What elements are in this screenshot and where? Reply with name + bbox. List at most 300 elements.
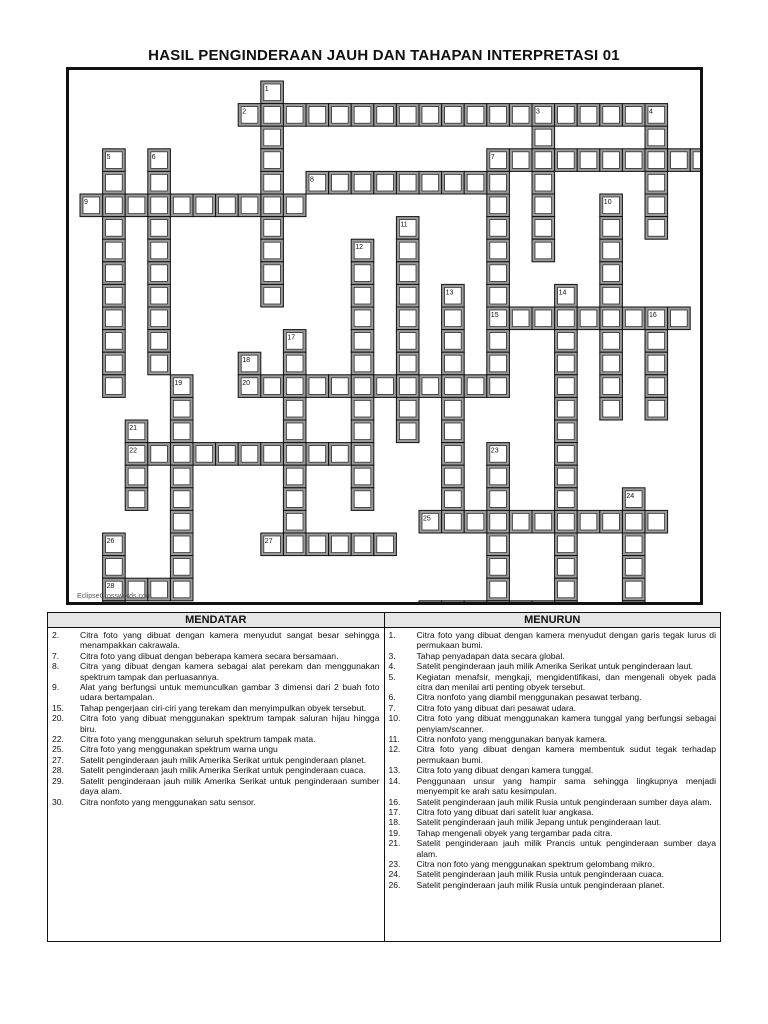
clues-down-list bbox=[385, 628, 721, 890]
grid-cell-inner bbox=[467, 513, 484, 530]
grid-cell-inner bbox=[558, 468, 575, 485]
grid-cell-inner bbox=[354, 333, 371, 350]
grid-cell-inner bbox=[558, 400, 575, 417]
grid-cell-inner bbox=[467, 107, 484, 124]
grid-cell-inner bbox=[151, 174, 168, 191]
clue-item bbox=[385, 838, 721, 859]
grid-cell-inner bbox=[445, 446, 462, 463]
grid-cell-inner bbox=[264, 242, 281, 259]
clue-item bbox=[385, 765, 721, 775]
grid-cell-inner bbox=[106, 287, 123, 304]
grid-cell-inner bbox=[241, 197, 258, 214]
clue-item bbox=[385, 630, 721, 651]
clue-item bbox=[385, 869, 721, 879]
grid-number: 16 bbox=[649, 312, 657, 319]
grid-cell-inner bbox=[332, 107, 349, 124]
grid-number: 9 bbox=[84, 199, 88, 206]
grid-cell-inner bbox=[377, 107, 394, 124]
grid-cell-inner bbox=[151, 446, 168, 463]
clue-number: 27. bbox=[52, 754, 64, 765]
grid-cell-inner bbox=[558, 559, 575, 576]
grid-cell-inner bbox=[354, 287, 371, 304]
clue-number: 10. bbox=[388, 713, 401, 724]
grid-cell-inner bbox=[445, 355, 462, 372]
grid-cell-inner bbox=[128, 491, 145, 508]
grid-cell-inner bbox=[309, 107, 326, 124]
grid-cell-inner bbox=[490, 174, 507, 191]
grid-cell-inner bbox=[151, 310, 168, 327]
clue-item bbox=[385, 713, 721, 734]
grid-cell-inner bbox=[173, 400, 190, 417]
grid-cell-inner bbox=[490, 107, 507, 124]
grid-cell-inner bbox=[603, 513, 620, 530]
grid-cell-inner bbox=[648, 152, 665, 169]
clue-number: 23. bbox=[388, 858, 401, 869]
grid-cell-inner bbox=[354, 446, 371, 463]
grid-cell-inner bbox=[264, 129, 281, 146]
grid-cell-inner bbox=[286, 107, 303, 124]
grid-cell-inner bbox=[648, 378, 665, 395]
clue-text: Satelit penginderaan jauh milik Rusia untuk penginderaan cuaca. bbox=[416, 869, 664, 880]
grid-cell-inner bbox=[399, 287, 416, 304]
grid-cell-inner bbox=[354, 423, 371, 440]
clue-number: 3. bbox=[388, 650, 396, 661]
grid-cell-inner bbox=[490, 513, 507, 530]
grid-cell-inner bbox=[264, 378, 281, 395]
grid-cell-inner bbox=[445, 423, 462, 440]
clue-number: 2. bbox=[52, 630, 60, 640]
grid-cell-inner bbox=[286, 536, 303, 553]
clue-text: Citra foto yang dibuat dari satelit luar angkasa. bbox=[416, 806, 594, 817]
clue-text: Citra nonfoto yang diambil menggunakan pesawat terbang. bbox=[416, 692, 642, 703]
grid-cell-inner bbox=[625, 310, 642, 327]
grid-cell-inner bbox=[535, 129, 552, 146]
grid-cell-inner bbox=[377, 174, 394, 191]
clue-number: 29. bbox=[52, 775, 64, 786]
grid-number: 24 bbox=[626, 492, 635, 500]
clue-text: Penggunaan unsur yang hampir sama sehingga lingkupnya menjadi menyempit ke arah satu kesimpulan. bbox=[416, 775, 716, 797]
clue-item bbox=[385, 734, 721, 744]
grid-cell-inner bbox=[580, 152, 597, 169]
clue-number: 25. bbox=[52, 744, 64, 755]
clue-number: 9. bbox=[52, 682, 60, 693]
grid-cell-inner bbox=[445, 310, 462, 327]
grid-cell-inner bbox=[603, 287, 620, 304]
clue-item bbox=[385, 880, 721, 890]
clue-number: 20. bbox=[52, 713, 64, 724]
grid-cell-inner bbox=[106, 310, 123, 327]
grid-cell-inner bbox=[151, 287, 168, 304]
grid-cell-inner bbox=[332, 378, 349, 395]
grid-cell-inner bbox=[558, 581, 575, 598]
grid-cell-inner bbox=[286, 513, 303, 530]
grid-cell-inner bbox=[445, 491, 462, 508]
grid-cell-inner bbox=[354, 491, 371, 508]
grid-cell-inner bbox=[603, 310, 620, 327]
grid-cell-inner bbox=[490, 265, 507, 282]
grid-number: 3 bbox=[536, 108, 540, 116]
grid-cell-inner bbox=[580, 107, 597, 124]
clue-item bbox=[48, 651, 384, 661]
clue-item bbox=[385, 807, 721, 817]
clue-text: Citra foto yang dibuat menggunakan kamera tunggal yang berfungsi sebagai penyiam/scanner. bbox=[416, 713, 716, 734]
grid-cell-inner bbox=[490, 242, 507, 259]
clue-number: 6. bbox=[388, 692, 396, 703]
clue-text: Citra non foto yang menggunakan spektrum gelombang mikro. bbox=[416, 858, 655, 869]
grid-cell-inner bbox=[558, 310, 575, 327]
grid-cell-inner bbox=[535, 242, 552, 259]
clue-text: Tahap pengerjaan ciri-ciri yang terekam dan menyimpulkan obyek tersebut. bbox=[80, 702, 367, 713]
grid-cell-inner bbox=[264, 265, 281, 282]
clue-text: Tahap mengenali obyek yang tergambar pada citra. bbox=[416, 827, 613, 838]
grid-cell-inner bbox=[309, 536, 326, 553]
grid-cell-inner bbox=[354, 265, 371, 282]
clue-item bbox=[48, 703, 384, 713]
grid-cell-inner bbox=[535, 174, 552, 191]
clue-item bbox=[385, 828, 721, 838]
grid-cell[interactable] bbox=[622, 601, 645, 602]
grid-cell-inner bbox=[490, 355, 507, 372]
grid-cell-inner bbox=[603, 107, 620, 124]
grid-cell[interactable] bbox=[103, 601, 126, 602]
grid-cell[interactable] bbox=[442, 601, 465, 602]
clue-item bbox=[48, 797, 384, 807]
grid-cell-inner bbox=[286, 423, 303, 440]
grid-cell-inner bbox=[445, 513, 462, 530]
grid-cell-inner bbox=[648, 197, 665, 214]
grid-cell-inner bbox=[151, 355, 168, 372]
clue-number: 1. bbox=[388, 630, 396, 640]
grid-cell-inner bbox=[332, 536, 349, 553]
grid-cell-inner bbox=[264, 197, 281, 214]
grid-cell-inner bbox=[241, 446, 258, 463]
grid-cell-inner bbox=[490, 220, 507, 237]
grid-cell-inner bbox=[106, 242, 123, 259]
grid-cell-inner bbox=[264, 446, 281, 463]
grid-cell-inner bbox=[445, 174, 462, 191]
grid-cell-inner bbox=[309, 446, 326, 463]
clue-number: 24. bbox=[388, 869, 401, 880]
clue-text: Satelit penginderaan jauh milik Amerika Serikat untuk penginderaan cuaca. bbox=[80, 765, 366, 776]
grid-cell-inner bbox=[173, 491, 190, 508]
clue-item bbox=[385, 744, 721, 765]
grid-cell-inner bbox=[399, 310, 416, 327]
grid-cell-inner bbox=[625, 536, 642, 553]
clue-table bbox=[47, 612, 721, 942]
grid-number: 28 bbox=[106, 583, 115, 591]
grid-number: 26 bbox=[106, 538, 115, 545]
grid-cell-inner bbox=[603, 242, 620, 259]
grid-cell-inner bbox=[354, 174, 371, 191]
crossword-grid bbox=[66, 67, 703, 605]
grid-cell-inner bbox=[648, 513, 665, 530]
clue-number: 19. bbox=[388, 827, 401, 838]
grid-cell-inner bbox=[603, 220, 620, 237]
grid-number: 21 bbox=[129, 425, 137, 432]
grid-cell[interactable] bbox=[509, 601, 532, 602]
clue-item bbox=[48, 630, 384, 651]
clue-item bbox=[385, 651, 721, 661]
clue-text: Citra foto yang dibuat dari pesawat udara. bbox=[416, 702, 577, 713]
clue-number: 16. bbox=[388, 796, 401, 807]
grid-cell-inner bbox=[332, 446, 349, 463]
grid-cell-inner bbox=[264, 220, 281, 237]
grid-cell-inner bbox=[106, 333, 123, 350]
grid-cell-inner bbox=[106, 378, 123, 395]
clue-number: 13. bbox=[388, 765, 401, 776]
grid-cell-inner bbox=[490, 581, 507, 598]
grid-cell-inner bbox=[151, 265, 168, 282]
clue-text: Satelit penginderaan jauh milik Amerika Serikat untuk penginderaan laut. bbox=[416, 661, 694, 672]
grid-cell-inner bbox=[512, 152, 529, 169]
grid-cell-inner bbox=[286, 468, 303, 485]
clue-item bbox=[385, 817, 721, 827]
clue-text: Satelit penginderaan jauh milik Jepang untuk penginderaan laut. bbox=[416, 817, 662, 828]
grid-cell-inner bbox=[128, 197, 145, 214]
grid-number: 14 bbox=[558, 289, 567, 297]
grid-number: 7 bbox=[490, 153, 495, 161]
grid-cell-inner bbox=[490, 491, 507, 508]
clue-item bbox=[48, 744, 384, 754]
grid-cell-inner bbox=[173, 581, 190, 598]
grid-cell-inner bbox=[106, 220, 123, 237]
grid-cell-inner bbox=[354, 400, 371, 417]
clue-number: 12. bbox=[388, 744, 401, 755]
clues-down-heading: MENURUN bbox=[385, 613, 721, 628]
grid-number: 11 bbox=[400, 221, 408, 229]
grid-cell-inner bbox=[535, 152, 552, 169]
grid-cell-inner bbox=[467, 174, 484, 191]
grid-cell-inner bbox=[196, 197, 213, 214]
clue-text: Satelit penginderaan jauh milik Rusia untuk penginderaan sumber daya alam. bbox=[416, 796, 712, 807]
clue-item bbox=[48, 713, 384, 734]
grid-cell-inner bbox=[399, 423, 416, 440]
clue-item bbox=[385, 672, 721, 693]
grid-cell-inner bbox=[354, 536, 371, 553]
grid-cell-inner bbox=[354, 468, 371, 485]
grid-cell-inner bbox=[467, 378, 484, 395]
clue-item bbox=[385, 703, 721, 713]
grid-cell-inner bbox=[106, 197, 123, 214]
grid-cell[interactable] bbox=[464, 601, 487, 602]
clue-number: 21. bbox=[388, 838, 401, 849]
grid-cell-inner bbox=[603, 400, 620, 417]
clue-number: 8. bbox=[52, 661, 60, 672]
grid-cell-inner bbox=[648, 174, 665, 191]
clue-text: Citra foto yang dibuat dengan kamera tunggal. bbox=[416, 765, 594, 776]
clue-item bbox=[385, 692, 721, 702]
grid-cell-inner bbox=[173, 513, 190, 530]
grid-cell-inner bbox=[648, 355, 665, 372]
grid-cell-inner bbox=[535, 220, 552, 237]
grid-number: 5 bbox=[106, 153, 111, 161]
grid-cell-inner bbox=[399, 242, 416, 259]
grid-cell-inner bbox=[558, 513, 575, 530]
clue-item bbox=[385, 859, 721, 869]
grid-cell-inner bbox=[332, 174, 349, 191]
clue-text: Citra foto yang dibuat dengan kamera menyudut dengan garis tegak lurus di permukaan bumi. bbox=[416, 630, 716, 651]
grid-cell-inner bbox=[151, 333, 168, 350]
grid-number: 2 bbox=[242, 108, 247, 116]
grid-number: 15 bbox=[490, 312, 499, 319]
clue-item bbox=[48, 776, 384, 797]
grid-cell-inner bbox=[219, 446, 236, 463]
grid-cell-inner bbox=[286, 197, 303, 214]
clues-across-column bbox=[48, 613, 384, 941]
clues-down-column bbox=[384, 613, 721, 941]
grid-cell-inner bbox=[399, 355, 416, 372]
clue-item bbox=[48, 682, 384, 703]
grid-cell-inner bbox=[219, 197, 236, 214]
grid-cell-inner bbox=[173, 197, 190, 214]
clue-item bbox=[385, 661, 721, 671]
grid-cell-inner bbox=[173, 559, 190, 576]
clue-number: 14. bbox=[388, 775, 401, 786]
clue-text: Citra nonfoto yang menggunakan satu sensor. bbox=[80, 796, 256, 807]
grid-cell-inner bbox=[422, 174, 439, 191]
clue-text: Satelit penginderaan jauh milik Amerika Serikat untuk penginderaan sumber daya alam. bbox=[80, 775, 380, 797]
grid-cell-inner bbox=[603, 265, 620, 282]
clue-text: Satelit penginderaan jauh milik Rusia untuk penginderaan planet. bbox=[416, 879, 665, 890]
grid-number: 18 bbox=[242, 357, 250, 365]
clue-item bbox=[48, 734, 384, 744]
grid-cell-inner bbox=[173, 446, 190, 463]
clue-text: Citra foto yang menggunakan seluruh spektrum tampak mata. bbox=[80, 734, 316, 745]
grid-cell[interactable] bbox=[419, 601, 442, 602]
grid-cell-inner bbox=[558, 423, 575, 440]
grid-cell-inner bbox=[354, 107, 371, 124]
grid-cell-inner bbox=[264, 152, 281, 169]
clue-number: 7. bbox=[52, 650, 60, 661]
grid-cell-inner bbox=[422, 107, 439, 124]
grid-cell-inner bbox=[173, 468, 190, 485]
clues-across-heading: MENDATAR bbox=[48, 613, 384, 628]
grid-cell-inner bbox=[377, 378, 394, 395]
grid-cell-inner bbox=[512, 310, 529, 327]
grid-number: 22 bbox=[129, 447, 137, 455]
grid-cell-inner bbox=[151, 242, 168, 259]
grid-cell-inner bbox=[106, 559, 123, 576]
grid-number: 17 bbox=[287, 334, 296, 342]
grid-cell-inner bbox=[445, 468, 462, 485]
grid-cell-inner bbox=[512, 107, 529, 124]
grid-cell-inner bbox=[603, 355, 620, 372]
clue-item bbox=[385, 776, 721, 797]
grid-cell-inner bbox=[490, 559, 507, 576]
grid-cell-inner bbox=[535, 310, 552, 327]
clue-number: 30. bbox=[52, 796, 64, 807]
grid-cell-inner bbox=[490, 333, 507, 350]
grid-cell[interactable] bbox=[555, 601, 578, 602]
grid-cell-inner bbox=[580, 310, 597, 327]
clue-number: 22. bbox=[52, 734, 64, 745]
grid-cell-inner bbox=[558, 446, 575, 463]
grid-cell-inner bbox=[286, 378, 303, 395]
grid-number: 25 bbox=[423, 515, 431, 523]
grid-cell-inner bbox=[603, 152, 620, 169]
clue-text: Citra yang dibuat dengan kamera sebagai alat perekam dan menggunakan spektrum tampak dan perluasannya. bbox=[80, 661, 380, 682]
grid-number: 20 bbox=[242, 379, 250, 387]
clues-across-list bbox=[48, 628, 384, 807]
grid-cell-inner bbox=[106, 265, 123, 282]
grid-cell-inner bbox=[354, 378, 371, 395]
grid-cell-inner bbox=[490, 197, 507, 214]
crossword-grid-svg bbox=[69, 70, 700, 602]
grid-cell-inner bbox=[286, 400, 303, 417]
grid-cell-inner bbox=[399, 174, 416, 191]
grid-cell-inner bbox=[625, 513, 642, 530]
grid-number: 1 bbox=[264, 86, 269, 93]
clue-number: 11. bbox=[388, 734, 400, 745]
grid-cell-inner bbox=[264, 174, 281, 191]
grid-cell[interactable] bbox=[532, 601, 555, 602]
grid-cell-inner bbox=[558, 536, 575, 553]
grid-cell-inner bbox=[173, 536, 190, 553]
grid-cell-inner bbox=[196, 446, 213, 463]
clue-number: 4. bbox=[388, 661, 396, 672]
grid-cell-inner bbox=[603, 378, 620, 395]
grid-cell-inner bbox=[558, 107, 575, 124]
clue-number: 17. bbox=[388, 806, 401, 817]
grid-number: 4 bbox=[649, 108, 653, 116]
clue-text: Citra foto yang dibuat dengan beberapa kamera secara bersamaan. bbox=[80, 650, 339, 661]
grid-cell-inner bbox=[151, 581, 168, 598]
grid-cell-inner bbox=[173, 423, 190, 440]
grid-number: 12 bbox=[355, 244, 363, 252]
grid-cell-inner bbox=[354, 310, 371, 327]
clue-text: Citra foto yang dibuat dengan kamera membentuk sudut tegak terhadap permukaan bumi. bbox=[416, 744, 716, 765]
grid-number: 27 bbox=[264, 538, 273, 545]
grid-cell-inner bbox=[580, 513, 597, 530]
clue-item bbox=[48, 661, 384, 682]
grid-cell-inner bbox=[151, 220, 168, 237]
grid-cell[interactable] bbox=[487, 601, 510, 602]
grid-cell-inner bbox=[106, 355, 123, 372]
grid-cell-inner bbox=[558, 333, 575, 350]
grid-cell-inner bbox=[535, 197, 552, 214]
clue-number: 5. bbox=[388, 671, 396, 682]
grid-cell-inner bbox=[558, 152, 575, 169]
clue-number: 7. bbox=[388, 702, 396, 713]
clue-number: 28. bbox=[52, 765, 64, 776]
watermark: EclipseCrosswords.com bbox=[77, 593, 152, 600]
clue-number: 26. bbox=[388, 879, 401, 890]
grid-cell-inner bbox=[490, 536, 507, 553]
grid-cell-inner bbox=[309, 378, 326, 395]
grid-cell-inner bbox=[671, 152, 688, 169]
grid-cell-inner bbox=[354, 355, 371, 372]
grid-number: 8 bbox=[310, 176, 314, 184]
grid-cell-inner bbox=[399, 333, 416, 350]
clue-text: Satelit penginderaan jauh milik Amerika Serikat untuk penginderaan planet. bbox=[80, 754, 367, 765]
clue-item bbox=[385, 797, 721, 807]
grid-cell-inner bbox=[445, 333, 462, 350]
grid-cell-inner bbox=[286, 355, 303, 372]
grid-cell-inner bbox=[264, 107, 281, 124]
grid-cell-inner bbox=[625, 559, 642, 576]
grid-cell-inner bbox=[648, 129, 665, 146]
grid-cell-inner bbox=[625, 581, 642, 598]
clue-number: 18. bbox=[388, 817, 401, 828]
grid-cell-inner bbox=[558, 378, 575, 395]
grid-cell-inner bbox=[535, 513, 552, 530]
grid-cell-inner bbox=[399, 378, 416, 395]
grid-cell-inner bbox=[558, 491, 575, 508]
grid-cell-inner bbox=[490, 287, 507, 304]
grid-cell-inner bbox=[625, 107, 642, 124]
grid-cell-inner bbox=[648, 400, 665, 417]
grid-cell-inner bbox=[286, 491, 303, 508]
